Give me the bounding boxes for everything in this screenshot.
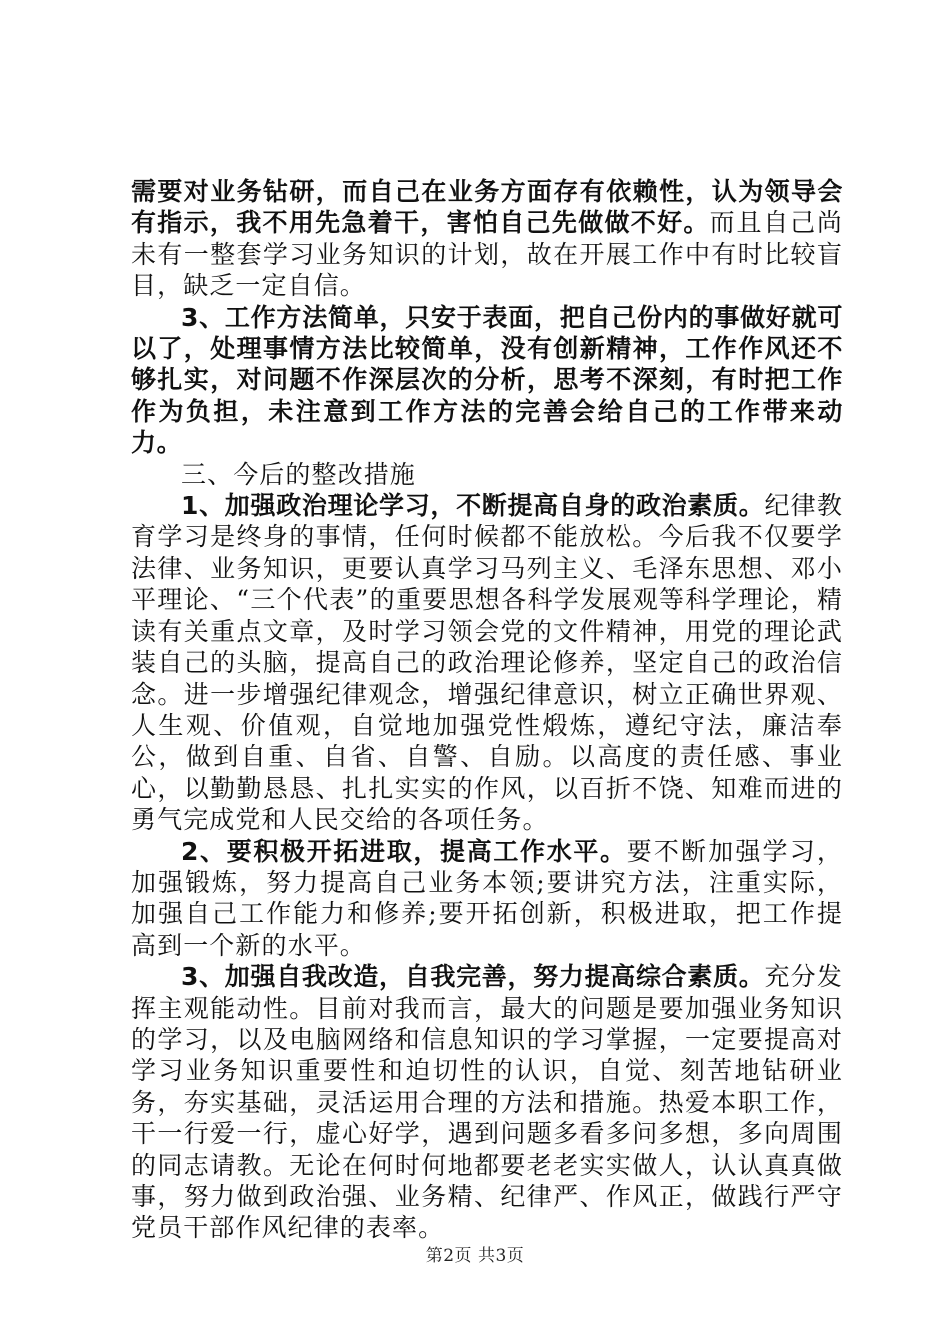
paragraph-5-bold-lead: 2、要积极开拓进取，提高工作水平。 xyxy=(181,836,627,866)
paragraph-6-bold-lead: 3、加强自我改造，自我完善，努力提高综合素质。 xyxy=(181,962,765,992)
paragraph-6 xyxy=(131,961,843,1244)
document-body xyxy=(131,176,843,1244)
paragraph-1-bold-lead: 需要对业务钻研，而自己在业务方面存有依赖性，认为领导会有指示，我不用先急着干，害怕自己先做做不好。 xyxy=(131,177,843,238)
paragraph-1 xyxy=(131,176,843,302)
paragraph-2-text: 3、工作方法简单，只安于表面，把自己份内的事做好就可以了，处理事情方法比较简单，没有创新精神，工作作风还不够扎实，对问题不作深层次的分析，思考不深刻，有时把工作作为负担，未注意到工作方法的完善会给自己的工作带来动力。 xyxy=(131,302,843,458)
paragraph-6-text: 充分发挥主观能动性。目前对我而言，最大的问题是要加强业务知识的学习，以及电脑网络和信息知识的学习掌握，一定要提高对学习业务知识重要性和迫切性的认识，自觉、刻苦地钻研业务，夯实基础，灵活运用合理的方法和措施。热爱本职工作，干一行爱一行，虚心好学，遇到问题多看多问多想，多向周围的同志请教。无论在何时何地都要老老实实做人，认认真真做事，努力做到政治强、业务精、纪律严、作风正，做践行严守党员干部作风纪律的表率。 xyxy=(131,962,843,1243)
paragraph-1-text: 而且自己尚未有一整套学习业务知识的计划，故在开展工作中有时比较盲目，缺乏一定自信。 xyxy=(131,208,843,301)
paragraph-2 xyxy=(131,302,843,459)
paragraph-5-text: 要不断加强学习，加强锻炼，努力提高自己业务本领;要讲究方法，注重实际，加强自己工作能力和修养;要开拓创新，积极进取，把工作提高到一个新的水平。 xyxy=(131,836,843,960)
paragraph-4 xyxy=(131,490,843,835)
paragraph-5 xyxy=(131,836,843,962)
paragraph-4-bold-lead: 1、加强政治理论学习，不断提高自身的政治素质。 xyxy=(181,491,765,521)
section-heading xyxy=(131,459,843,490)
paragraph-4-text: 纪律教育学习是终身的事情，任何时候都不能放松。今后我不仅要学法律、业务知识，更要认真学习马列主义、毛泽东思想、邓小平理论、“三个代表”的重要思想各科学发展观等科学理论，精读有关重点文章，及时学习领会党的文件精神，用党的理论武装自己的头脑，提高自己的政治理论修养，坚定自己的政治信念。进一步增强纪律观念，增强纪律意识，树立正确世界观、人生观、价值观，自觉地加强党性煅炼，遵纪守法，廉洁奉公，做到自重、自省、自警、自励。以高度的责任感、事业心，以勤勤恳恳、扎扎实实的作风，以百折不饶、知难而进的勇气完成党和人民交给的各项任务。 xyxy=(131,491,843,835)
page-number-footer: 第2页 共3页 xyxy=(425,1246,525,1266)
section-heading-text: 三、今后的整改措施 xyxy=(181,459,416,489)
